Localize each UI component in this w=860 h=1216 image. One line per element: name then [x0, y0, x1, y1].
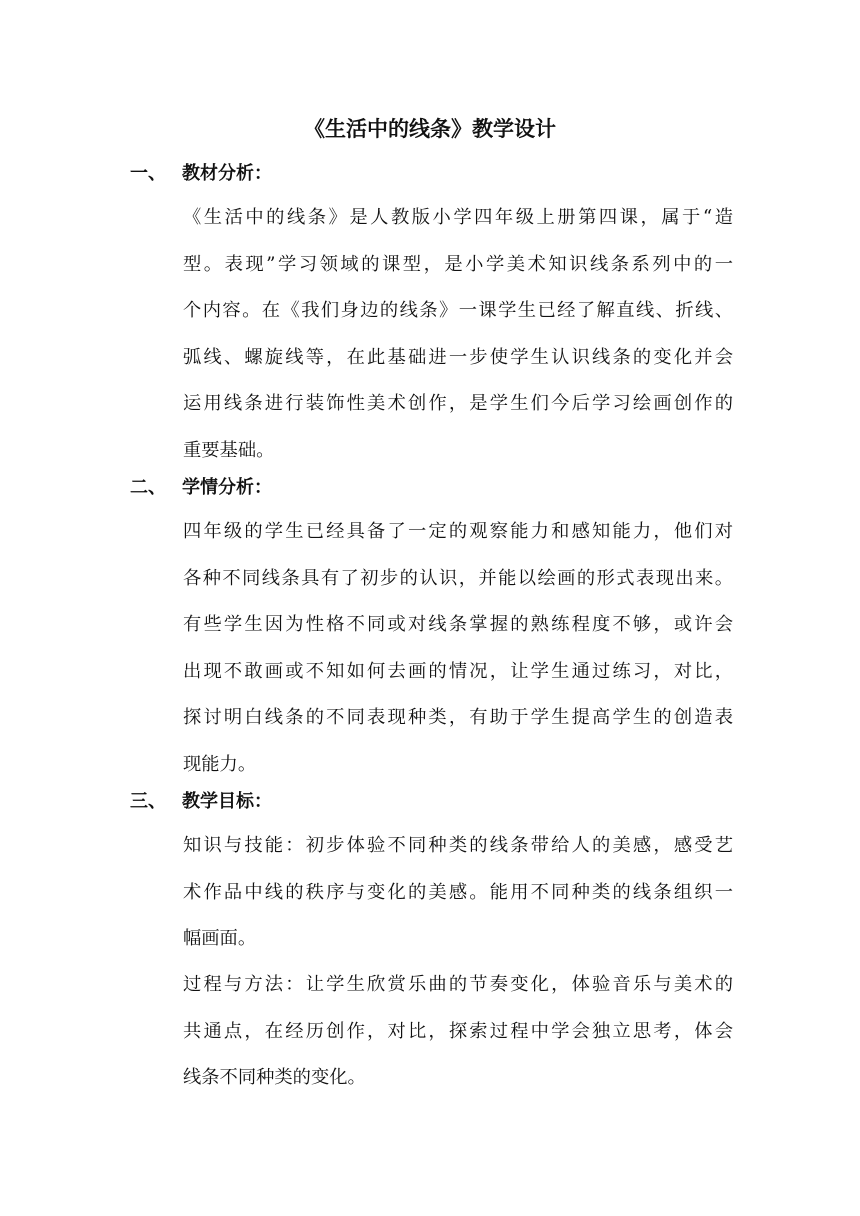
- paragraph-textbook-analysis: [183, 195, 733, 474]
- section-title: 教学目标：: [182, 791, 272, 812]
- section-title: 学情分析：: [182, 477, 272, 498]
- paragraph-line: 幅画面。: [183, 928, 257, 949]
- paragraph-line: 运用线条进行装饰性美术创作，是学生们今后学习绘画创作的: [183, 393, 733, 414]
- section-number: 三、: [130, 791, 166, 812]
- paragraph-line: 各种不同线条具有了初步的认识，并能以绘画的形式表现出来。: [183, 567, 733, 589]
- paragraph-line: 知识与技能：初步体验不同种类的线条带给人的美感，感受艺: [183, 835, 733, 856]
- paragraph-line: 术作品中线的秩序与变化的美感。能用不同种类的线条组织一: [183, 881, 733, 903]
- document-title: 《生活中的线条》教学设计: [304, 117, 556, 141]
- section-number: 一、: [130, 163, 166, 184]
- paragraph-line: 有些学生因为性格不同或对线条掌握的熟练程度不够，或许会: [183, 614, 733, 635]
- paragraph-line: 重要基础。: [183, 439, 275, 461]
- paragraph-learner-analysis: [183, 509, 733, 788]
- paragraph-line: 《生活中的线条》是人教版小学四年级上册第四课，属于“造: [183, 207, 733, 228]
- section-number: 二、: [130, 477, 166, 498]
- paragraph-knowledge-skills: [183, 823, 733, 963]
- paragraph-line: 探讨明白线条的不同表现种类，有助于学生提高学生的创造表: [183, 707, 733, 728]
- section-heading-textbook-analysis: [130, 159, 272, 189]
- paragraph-line: 个内容。在《我们身边的线条》一课学生已经了解直线、折线、: [183, 300, 733, 321]
- paragraph-line: 过程与方法：让学生欣赏乐曲的节奏变化，体验音乐与美术的: [183, 974, 733, 995]
- paragraph-line: 现能力。: [183, 753, 257, 775]
- paragraph-line: 线条不同种类的变化。: [183, 1067, 366, 1088]
- paragraph-process-methods: [183, 962, 733, 1102]
- paragraph-line: 共通点，在经历创作，对比，探索过程中学会独立思考，体会: [183, 1020, 733, 1042]
- paragraph-line: 型。表现”学习领域的课型，是小学美术知识线条系列中的一: [183, 253, 733, 275]
- section-title: 教材分析：: [182, 163, 272, 184]
- section-heading-teaching-objectives: [130, 787, 272, 817]
- paragraph-line: 四年级的学生已经具备了一定的观察能力和感知能力，他们对: [183, 521, 733, 542]
- section-heading-learner-analysis: [130, 473, 272, 503]
- paragraph-line: 弧线、螺旋线等，在此基础进一步使学生认识线条的变化并会: [183, 346, 733, 368]
- paragraph-line: 出现不敢画或不知如何去画的情况，让学生通过练习，对比，: [183, 660, 733, 682]
